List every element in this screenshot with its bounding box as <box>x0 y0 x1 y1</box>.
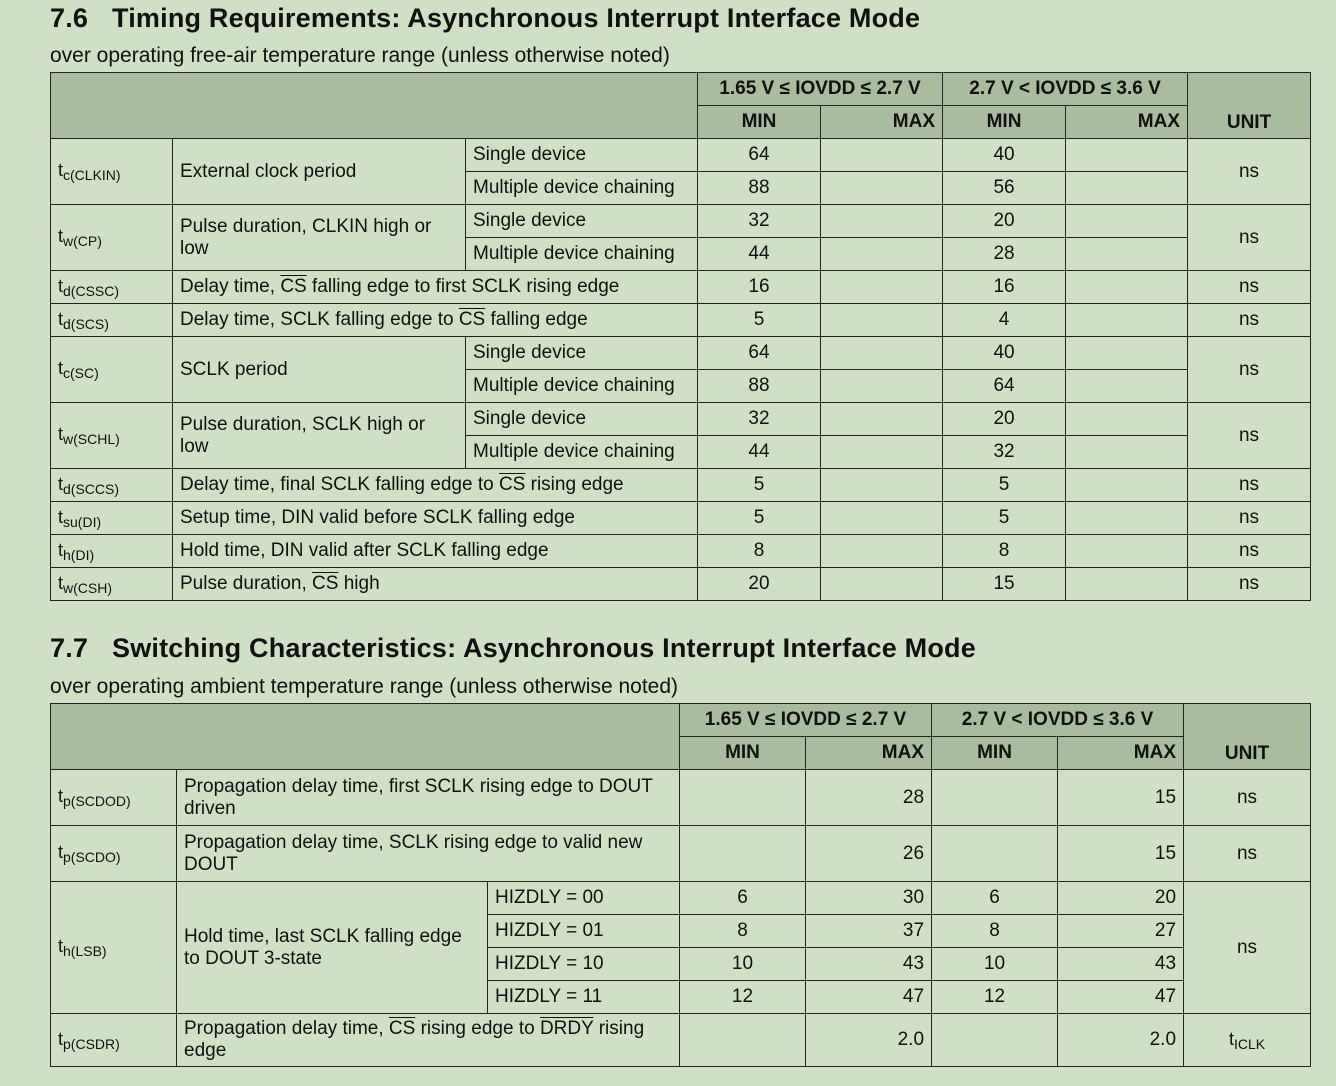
parameter-description: Delay time, final SCLK falling edge to $\overline{CS}$ rising edge <box>173 469 698 502</box>
max-value <box>1066 172 1188 205</box>
table-row <box>51 535 1311 568</box>
min-value: 8 <box>680 915 806 948</box>
unit: ns <box>1188 271 1311 304</box>
section-title-text: Timing Requirements: Asynchronous Interrupt Interface Mode <box>112 3 921 33</box>
max-value: 37 <box>806 915 932 948</box>
parameter-description: SCLK period <box>173 337 466 403</box>
parameter-symbol: $t_{p(SCDOD)}$ <box>51 770 177 826</box>
section-subtitle: over operating free-air temperature range (unless otherwise noted) <box>50 44 670 67</box>
min-value: 44 <box>698 238 821 271</box>
min-value: 20 <box>943 403 1066 436</box>
min-value: 32 <box>943 436 1066 469</box>
header-max: MAX <box>1066 106 1188 139</box>
min-value: 8 <box>943 535 1066 568</box>
unit: ns <box>1184 770 1311 826</box>
condition: Single device <box>466 403 698 436</box>
parameter-symbol: $t_{d(SCS)}$ <box>51 304 173 337</box>
min-value: 10 <box>680 948 806 981</box>
unit: ns <box>1188 469 1311 502</box>
condition: HIZDLY = 00 <box>488 882 680 915</box>
min-value: 44 <box>698 436 821 469</box>
max-value <box>1066 436 1188 469</box>
parameter-description: Propagation delay time, SCLK rising edge to valid new DOUT <box>177 826 680 882</box>
table-row <box>51 271 1311 304</box>
unit: ns <box>1188 205 1311 271</box>
table-row <box>51 304 1311 337</box>
unit: ns <box>1188 337 1311 403</box>
min-value: 5 <box>698 469 821 502</box>
header-blank <box>51 704 680 770</box>
min-value <box>680 770 806 826</box>
header-min: MIN <box>943 106 1066 139</box>
unit: $t_{ICLK}$ <box>1184 1014 1311 1067</box>
min-value: 6 <box>932 882 1058 915</box>
max-value <box>1066 139 1188 172</box>
drdy-signal: DRDY <box>539 1018 594 1039</box>
min-value: 88 <box>698 172 821 205</box>
min-value <box>680 1014 806 1067</box>
max-value: 47 <box>1058 981 1184 1014</box>
max-value <box>821 337 943 370</box>
timing-requirements-table <box>50 72 1311 601</box>
unit: ns <box>1188 403 1311 469</box>
unit: ns <box>1188 139 1311 205</box>
parameter-symbol: $t_{h(DI)}$ <box>51 535 173 568</box>
condition: Single device <box>466 337 698 370</box>
min-value: 64 <box>698 139 821 172</box>
condition: HIZDLY = 01 <box>488 915 680 948</box>
parameter-symbol: $t_{w(SCHL)}$ <box>51 403 173 469</box>
max-value: 2.0 <box>806 1014 932 1067</box>
header-unit: UNIT <box>1184 704 1311 770</box>
switching-characteristics-table <box>50 703 1311 1067</box>
parameter-description: Pulse duration, SCLK high or low <box>173 403 466 469</box>
max-value: 47 <box>806 981 932 1014</box>
min-value: 5 <box>698 502 821 535</box>
max-value: 28 <box>806 770 932 826</box>
min-value: 10 <box>932 948 1058 981</box>
parameter-description: Delay time, SCLK falling edge to $\overline{CS}$ falling edge <box>173 304 698 337</box>
max-value <box>1066 238 1188 271</box>
table-row <box>51 568 1311 601</box>
section-7-6-title <box>50 3 920 34</box>
cs-signal: $\overline{CS}$ <box>280 276 307 297</box>
section-7-7-title <box>50 633 976 664</box>
min-value: 4 <box>943 304 1066 337</box>
parameter-symbol: $t_{h(LSB)}$ <box>51 882 177 1014</box>
condition: Multiple device chaining <box>466 238 698 271</box>
header-unit: UNIT <box>1188 73 1311 139</box>
section-number: 7.6 <box>50 3 89 33</box>
cs-signal: $\overline{CS}$ <box>498 474 526 495</box>
min-value: 16 <box>943 271 1066 304</box>
header-min: MIN <box>932 737 1058 770</box>
header-range-1: 1.65 V ≤ IOVDD ≤ 2.7 V <box>680 704 932 737</box>
max-value: 2.0 <box>1058 1014 1184 1067</box>
min-value: 20 <box>943 205 1066 238</box>
parameter-description: Pulse duration, CLKIN high or low <box>173 205 466 271</box>
parameter-symbol: $t_{p(CSDR)}$ <box>51 1014 177 1067</box>
parameter-symbol: $t_{w(CSH)}$ <box>51 568 173 601</box>
table-row <box>51 205 1311 238</box>
table-row <box>51 139 1311 172</box>
table-row <box>51 469 1311 502</box>
table-row <box>51 882 1311 915</box>
header-min: MIN <box>680 737 806 770</box>
condition: Single device <box>466 139 698 172</box>
max-value <box>1066 304 1188 337</box>
max-value <box>821 370 943 403</box>
min-value: 5 <box>698 304 821 337</box>
table-row <box>51 403 1311 436</box>
parameter-symbol: $t_{su(DI)}$ <box>51 502 173 535</box>
min-value <box>932 770 1058 826</box>
max-value: 43 <box>806 948 932 981</box>
condition: Single device <box>466 205 698 238</box>
parameter-description: Setup time, DIN valid before SCLK falling edge <box>173 502 698 535</box>
max-value <box>821 172 943 205</box>
max-value <box>821 304 943 337</box>
min-value: 56 <box>943 172 1066 205</box>
parameter-description: Delay time, $\overline{CS}$ falling edge to first SCLK rising edge <box>173 271 698 304</box>
min-value: 20 <box>698 568 821 601</box>
parameter-description: External clock period <box>173 139 466 205</box>
min-value: 88 <box>698 370 821 403</box>
max-value <box>1066 469 1188 502</box>
min-value: 16 <box>698 271 821 304</box>
max-value: 20 <box>1058 882 1184 915</box>
parameter-description: Hold time, last SCLK falling edge to DOUT 3-state <box>177 882 488 1014</box>
max-value <box>1066 337 1188 370</box>
min-value: 8 <box>698 535 821 568</box>
header-blank <box>51 73 698 139</box>
condition: Multiple device chaining <box>466 172 698 205</box>
min-value: 5 <box>943 502 1066 535</box>
unit: ns <box>1188 535 1311 568</box>
max-value: 26 <box>806 826 932 882</box>
max-value <box>821 502 943 535</box>
unit: ns <box>1184 882 1311 1014</box>
max-value <box>821 535 943 568</box>
max-value <box>821 271 943 304</box>
header-min: MIN <box>698 106 821 139</box>
table-row <box>51 826 1311 882</box>
min-value <box>680 826 806 882</box>
max-value <box>1066 271 1188 304</box>
parameter-description: Pulse duration, $\overline{CS}$ high <box>173 568 698 601</box>
max-value: 15 <box>1058 770 1184 826</box>
parameter-symbol: $t_{p(SCDO)}$ <box>51 826 177 882</box>
section-subtitle: over operating ambient temperature range (unless otherwise noted) <box>50 675 679 698</box>
min-value: 32 <box>698 205 821 238</box>
header-range-2: 2.7 V < IOVDD ≤ 3.6 V <box>932 704 1184 737</box>
parameter-symbol: $t_{d(SCCS)}$ <box>51 469 173 502</box>
parameter-symbol: $t_{c(SC)}$ <box>51 337 173 403</box>
section-number: 7.7 <box>50 633 89 663</box>
min-value: 64 <box>943 370 1066 403</box>
min-value <box>932 826 1058 882</box>
max-value <box>821 568 943 601</box>
header-range-1: 1.65 V ≤ IOVDD ≤ 2.7 V <box>698 73 943 106</box>
min-value: 5 <box>943 469 1066 502</box>
section-title-text: Switching Characteristics: Asynchronous Interrupt Interface Mode <box>112 633 976 663</box>
parameter-description: Propagation delay time, first SCLK rising edge to DOUT driven <box>177 770 680 826</box>
min-value: 12 <box>932 981 1058 1014</box>
table-row <box>51 337 1311 370</box>
condition: HIZDLY = 10 <box>488 948 680 981</box>
table-row <box>51 770 1311 826</box>
min-value: 64 <box>698 337 821 370</box>
unit: ns <box>1188 568 1311 601</box>
parameter-symbol: $t_{c(CLKIN)}$ <box>51 139 173 205</box>
max-value <box>821 469 943 502</box>
header-range-2: 2.7 V < IOVDD ≤ 3.6 V <box>943 73 1188 106</box>
parameter-description: Hold time, DIN valid after SCLK falling edge <box>173 535 698 568</box>
max-value: 15 <box>1058 826 1184 882</box>
parameter-symbol: $t_{w(CP)}$ <box>51 205 173 271</box>
max-value: 43 <box>1058 948 1184 981</box>
min-value: 40 <box>943 139 1066 172</box>
max-value <box>821 436 943 469</box>
min-value: 40 <box>943 337 1066 370</box>
header-max: MAX <box>806 737 932 770</box>
max-value <box>1066 502 1188 535</box>
cs-signal: $\overline{CS}$ <box>458 309 486 330</box>
max-value <box>1066 403 1188 436</box>
header-max: MAX <box>821 106 943 139</box>
max-value: 30 <box>806 882 932 915</box>
table-row <box>51 1014 1311 1067</box>
cs-signal: $\overline{CS}$ <box>388 1018 416 1039</box>
cs-signal: $\overline{CS}$ <box>312 573 339 594</box>
max-value <box>1066 568 1188 601</box>
max-value <box>821 139 943 172</box>
max-value <box>1066 370 1188 403</box>
min-value <box>932 1014 1058 1067</box>
max-value <box>1066 535 1188 568</box>
max-value <box>821 205 943 238</box>
min-value: 12 <box>680 981 806 1014</box>
min-value: 32 <box>698 403 821 436</box>
condition: Multiple device chaining <box>466 370 698 403</box>
condition: HIZDLY = 11 <box>488 981 680 1014</box>
parameter-description: Propagation delay time, $\overline{CS}$ rising edge to DRDY rising edge <box>177 1014 680 1067</box>
unit: ns <box>1188 502 1311 535</box>
table-row <box>51 502 1311 535</box>
min-value: 8 <box>932 915 1058 948</box>
max-value <box>1066 205 1188 238</box>
parameter-symbol: $t_{d(CSSC)}$ <box>51 271 173 304</box>
unit: ns <box>1188 304 1311 337</box>
header-max: MAX <box>1058 737 1184 770</box>
min-value: 15 <box>943 568 1066 601</box>
max-value <box>821 238 943 271</box>
max-value: 27 <box>1058 915 1184 948</box>
min-value: 28 <box>943 238 1066 271</box>
min-value: 6 <box>680 882 806 915</box>
max-value <box>821 403 943 436</box>
condition: Multiple device chaining <box>466 436 698 469</box>
unit: ns <box>1184 826 1311 882</box>
